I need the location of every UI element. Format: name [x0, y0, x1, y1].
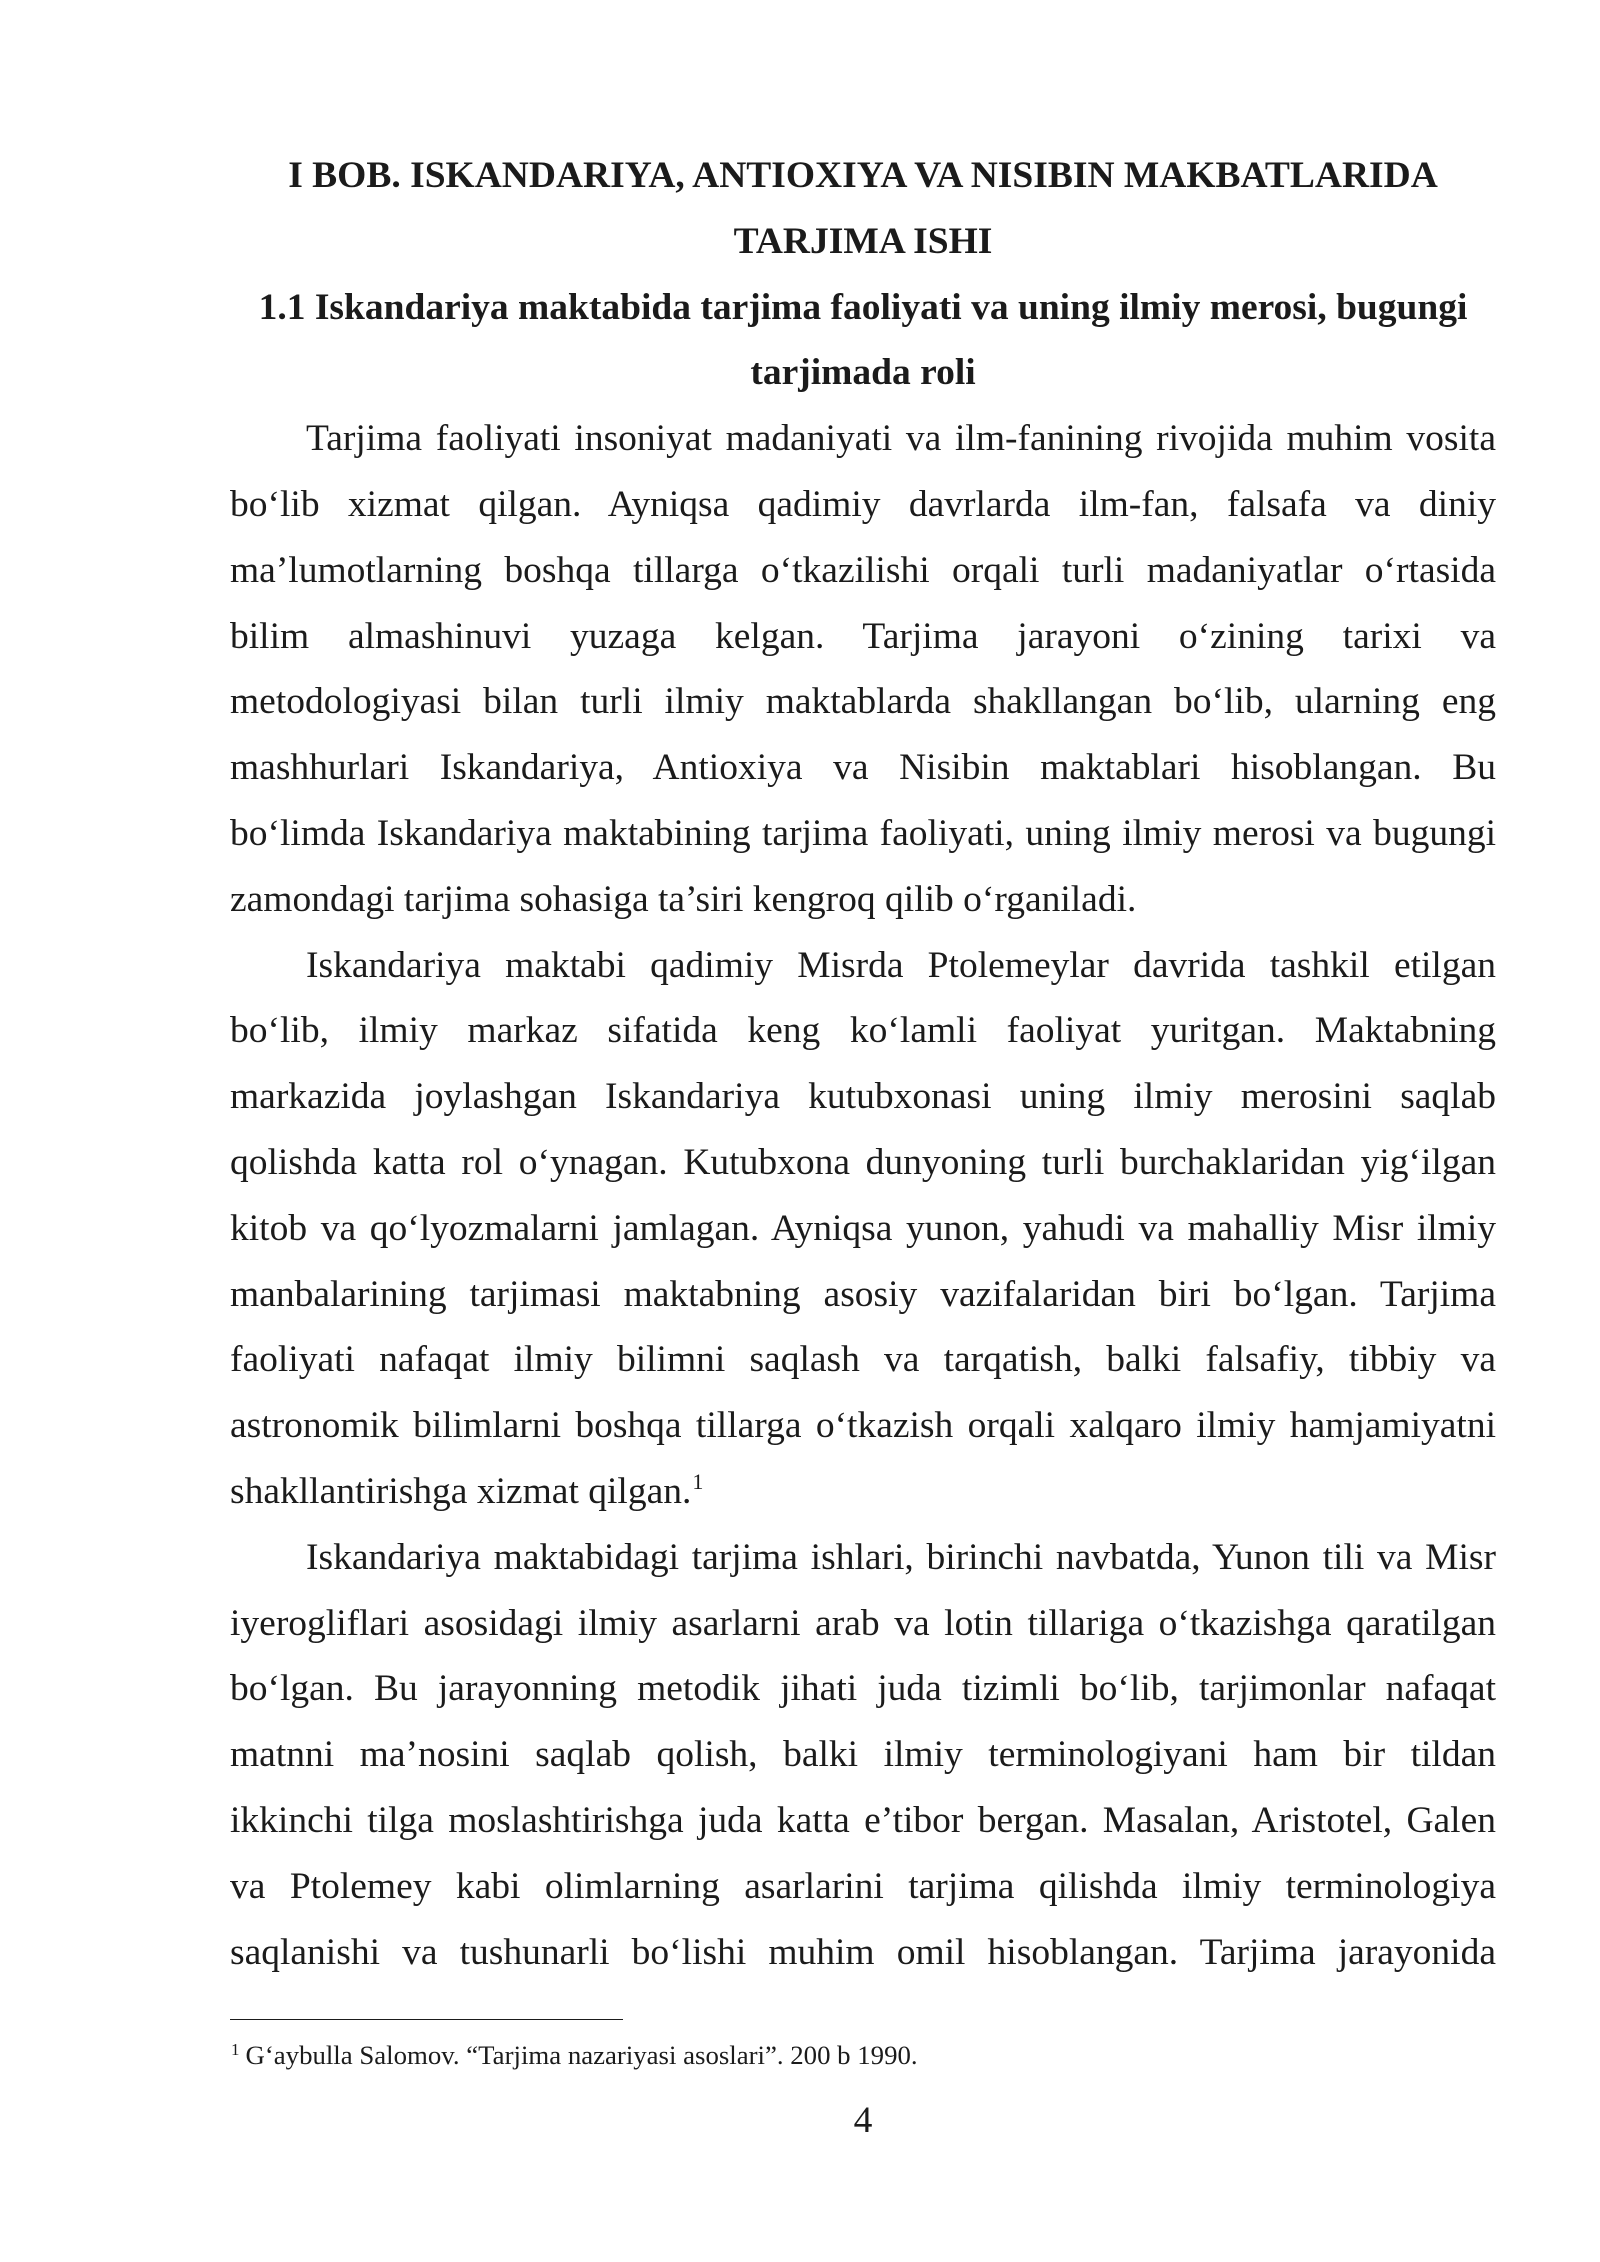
paragraph-line: matnni ma’nosini saqlab qolish, balki ilmiy terminologiyani ham bir tildan — [230, 1734, 1496, 1776]
paragraph-line: Iskandariya maktabidagi tarjima ishlari, birinchi navbatda, Yunon tili va Misr — [306, 1536, 1496, 1578]
paragraph-line: ma’lumotlarning boshqa tillarga o‘tkazilishi orqali turli madaniyatlar o‘rtasida — [230, 549, 1496, 591]
paragraph-line: metodologiyasi bilan turli ilmiy maktablarda shakllangan bo‘lib, ularning eng — [230, 681, 1496, 723]
page-body — [230, 143, 1496, 1985]
footnote-marker: 1 — [231, 2040, 240, 2059]
paragraph-line: faoliyati nafaqat ilmiy bilimni saqlash va tarqatish, balki falsafiy, tibbiy va — [230, 1339, 1496, 1381]
chapter-title-line: I BOB. ISKANDARIYA, ANTIOXIYA VA NISIBIN MAKBATLARIDA — [288, 155, 1438, 196]
paragraph-line: Iskandariya maktabi qadimiy Misrda Ptolemeylar davrida tashkil etilgan — [306, 944, 1496, 986]
footnote-text: G‘aybulla Salomov. “Tarjima nazariyasi asoslari”. 200 b 1990. — [245, 2040, 918, 2070]
paragraph-line: manbalarining tarjimasi maktabning asosiy vazifalaridan biri bo‘lgan. Tarjima — [230, 1273, 1496, 1315]
paragraph-line: mashhurlari Iskandariya, Antioxiya va Nisibin maktablari hisoblangan. Bu — [230, 747, 1496, 789]
paragraph-line: qolishda katta rol o‘ynagan. Kutubxona dunyoning turli burchaklaridan yig‘ilgan — [230, 1141, 1496, 1183]
paragraph — [230, 1525, 1496, 1986]
paragraph-line: bo‘lgan. Bu jarayonning metodik jihati juda tizimli bo‘lib, tarjimonlar nafaqat — [230, 1668, 1496, 1710]
chapter-title-line: TARJIMA ISHI — [733, 220, 993, 262]
paragraph-line: zamondagi tarjima sohasiga ta’siri kengroq qilib o‘rganiladi. — [230, 878, 1137, 920]
footnote — [231, 2038, 1497, 2072]
paragraph-line: astronomik bilimlarni boshqa tillarga o‘tkazish orqali xalqaro ilmiy hamjamiyatni — [230, 1405, 1496, 1447]
paragraph — [230, 406, 1496, 932]
paragraph-line: bo‘lib, ilmiy markaz sifatida keng ko‘lamli faoliyat yuritgan. Maktabning — [230, 1010, 1496, 1052]
paragraph-line: va Ptolemey kabi olimlarning asarlarini tarjima qilishda ilmiy terminologiya — [230, 1865, 1496, 1907]
paragraph-line: bo‘limda Iskandariya maktabining tarjima faoliyati, uning ilmiy merosi va bugungi — [230, 812, 1496, 854]
paragraph-line: markazida joylashgan Iskandariya kutubxonasi uning ilmiy merosini saqlab — [230, 1076, 1496, 1118]
paragraph-line: kitob va qo‘lyozmalarni jamlagan. Ayniqsa yunon, yahudi va mahalliy Misr ilmiy — [230, 1207, 1496, 1249]
chapter-title — [230, 143, 1496, 275]
paragraph-line: iyerogliflari asosidagi ilmiy asarlarni arab va lotin tillariga o‘tkazishga qaratilgan — [230, 1602, 1496, 1644]
paragraph-line: saqlanishi va tushunarli bo‘lishi muhim omil hisoblangan. Tarjima jarayonida — [230, 1931, 1496, 1973]
paragraph-line: ikkinchi tilga moslashtirishga juda katta e’tibor bergan. Masalan, Aristotel, Galen — [230, 1799, 1496, 1841]
paragraph-line: Tarjima faoliyati insoniyat madaniyati va ilm-fanining rivojida muhim vosita — [306, 418, 1496, 460]
paragraph-line — [230, 1459, 1496, 1525]
paragraph — [230, 933, 1496, 1525]
paragraph-line: bilim almashinuvi yuzaga kelgan. Tarjima jarayoni o‘zining tarixi va — [230, 615, 1496, 657]
footnote-reference: 1 — [692, 1468, 704, 1494]
section-title-line: 1.1 Iskandariya maktabida tarjima faoliyati va uning ilmiy merosi, bugungi — [258, 286, 1468, 328]
page-number: 4 — [853, 2100, 873, 2141]
paragraph-line: bo‘lib xizmat qilgan. Ayniqsa qadimiy davrlarda ilm-fan, falsafa va diniy — [230, 483, 1496, 525]
section-title — [230, 275, 1496, 407]
paragraph-line-text: shakllantirishga xizmat qilgan. — [230, 1470, 692, 1512]
section-title-line: tarjimada roli — [750, 352, 976, 394]
footnote-separator — [230, 2019, 623, 2020]
